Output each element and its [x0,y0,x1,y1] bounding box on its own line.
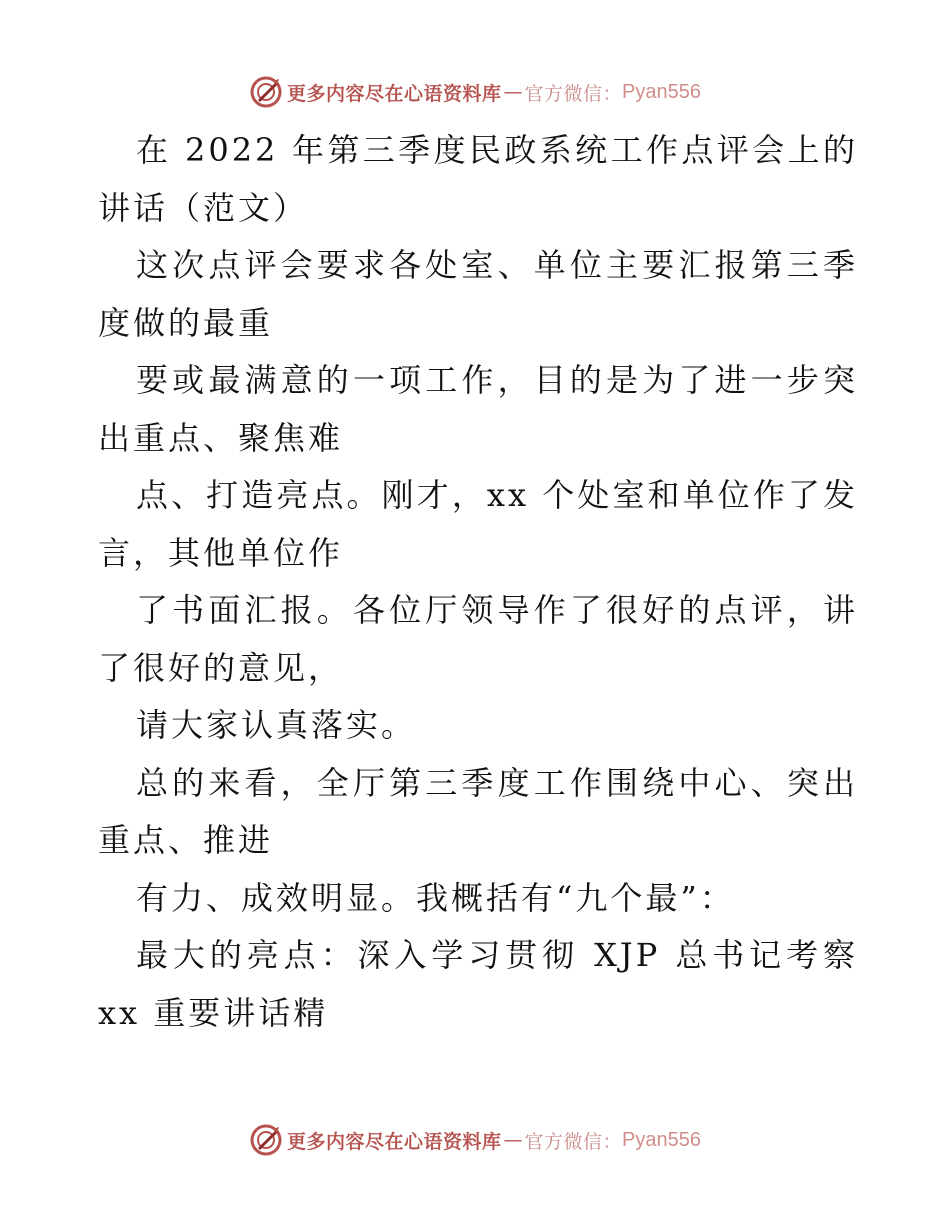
watermark-separator: — [503,81,523,103]
paragraph: 总的来看，全厅第三季度工作围绕中心、突出重点、推进 [98,763,858,859]
paragraph: 最大的亮点：深入学习贯彻 XJP 总书记考察 xx 重要讲话精 [98,936,858,1032]
paragraph: 这次点评会要求各处室、单位主要汇报第三季度做的最重 [98,246,858,342]
document-title: 在 2022 年第三季度民政系统工作点评会上的讲话（范文） [98,131,858,227]
watermark-wechat-id: Pyan556 [622,80,701,103]
document-body [98,122,858,1042]
watermark-separator: — [503,1129,523,1151]
paragraph: 请大家认真落实。 [136,706,417,744]
paragraph: 点、打造亮点。刚才，xx 个处室和单位作了发言，其他单位作 [98,476,858,572]
watermark-wechat-label: 官方微信： [524,82,623,105]
watermark-wechat-label: 官方微信： [524,1130,623,1153]
footer-watermark [0,1120,950,1160]
quill-logo-icon [249,75,283,109]
watermark-site-text: 更多内容尽在心语资料库 [287,1130,502,1153]
paragraph: 了书面汇报。各位厅领导作了很好的点评，讲了很好的意见， [98,591,858,687]
paragraph: 有力、成效明显。我概括有“九个最”： [136,878,735,917]
paragraph: 要或最满意的一项工作，目的是为了进一步突出重点、聚焦难 [98,361,858,457]
quill-logo-icon [249,1123,283,1157]
watermark-wechat-id: Pyan556 [622,1128,701,1151]
watermark-site-text: 更多内容尽在心语资料库 [287,82,502,105]
header-watermark [0,72,950,112]
